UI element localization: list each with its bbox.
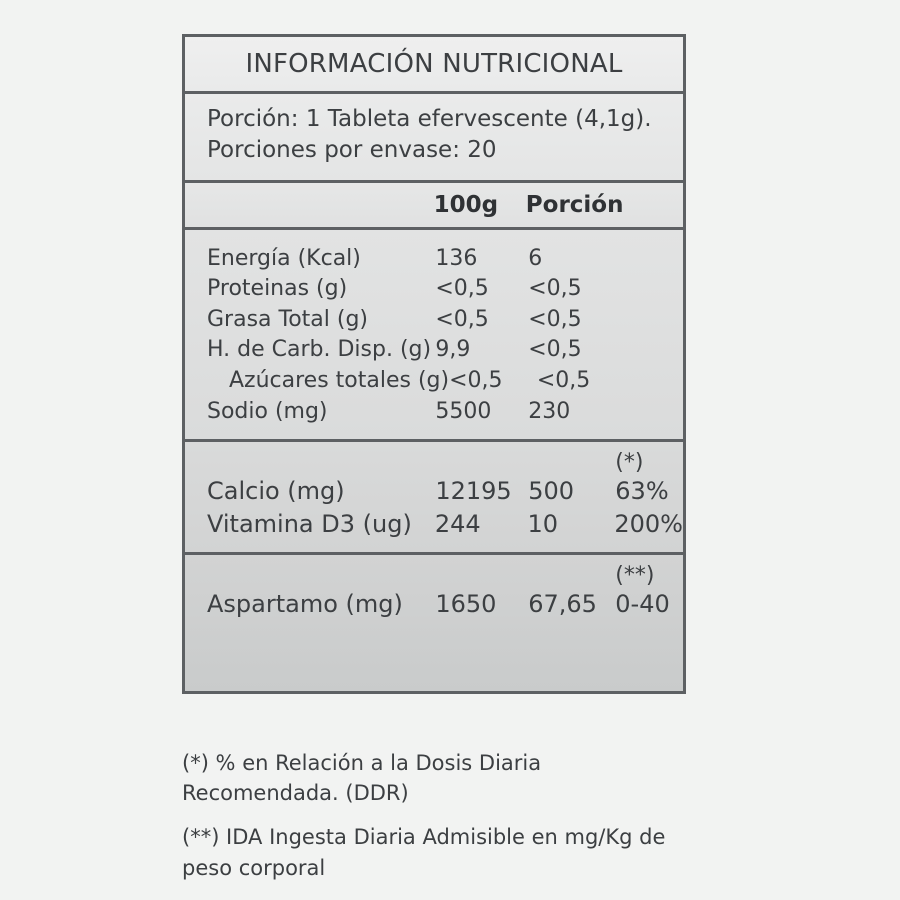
nutrient-per-100g: <0,5 [435,276,489,302]
nutrient-name: Grasa Total (g) [207,306,369,332]
nutrient-name: Azúcares totales (g) [229,367,450,393]
macronutrients-section [185,227,683,439]
additives-marker-row [207,563,683,588]
header-per-100g: 100g [433,191,499,218]
nutrient-name: Proteinas (g) [207,276,348,302]
nutrient-per-100g: <0,5 [449,367,503,393]
nutrient-extra [615,335,683,366]
nutrient-per-portion: 500 [528,477,575,506]
nutrient-name: Aspartamo (mg) [207,590,403,619]
nutrient-per-portion: 6 [528,245,543,271]
table-row [207,335,683,366]
nutrient-name: Calcio (mg) [207,477,345,506]
table-row [207,366,683,397]
nutrient-per-portion: <0,5 [528,276,582,302]
nutrient-ddr-percent: 63% [615,477,669,506]
servings-per-container-line: Porciones por envase: 20 [207,136,497,163]
ddr-marker: (*) [615,450,644,476]
nutrient-name: H. de Carb. Disp. (g) [207,337,432,363]
table-row [207,305,683,336]
nutrient-per-100g: 136 [435,245,478,271]
table-row [207,588,683,621]
nutrient-name: Sodio (mg) [207,398,328,424]
nutrient-per-100g: <0,5 [435,306,489,332]
panel-title: INFORMACIÓN NUTRICIONAL [185,37,683,91]
ida-marker: (**) [615,563,655,589]
nutrient-per-portion: 67,65 [528,590,597,619]
nutrient-extra [615,397,683,428]
table-row [207,274,683,305]
nutrient-per-portion: 230 [528,398,571,424]
footnote-ddr: (*) % en Relación a la Dosis Diaria Recomendada. (DDR) [182,751,542,806]
nutrient-extra [619,366,683,397]
nutrient-name: Vitamina D3 (ug) [207,509,412,538]
spacer-portion [528,563,615,588]
nutrient-per-100g: 12195 [435,477,512,506]
nutrient-per-portion: 10 [527,509,559,538]
nutrient-extra [615,274,683,305]
serving-size-line: Porción: 1 Tableta efervescente (4,1g). [207,106,652,132]
nutrition-facts-panel [182,34,686,694]
additives-section [185,552,683,691]
nutrient-ddr-percent: 200% [614,509,683,538]
nutrient-per-100g: 244 [434,509,481,538]
table-row [207,397,683,428]
table-row [207,244,683,275]
nutrient-ida-range: 0-40 [615,590,670,619]
spacer-100g [435,450,528,475]
footnote-ida: (**) IDA Ingesta Diaria Admisible en mg/Kg de peso corporal [182,825,666,880]
nutrient-name: Energía (Kcal) [207,245,361,271]
serving-info-block [185,91,683,180]
nutrient-extra [615,244,683,275]
header-per-portion: Porción [525,191,624,218]
nutrient-extra [615,305,683,336]
nutrient-per-portion: <0,5 [536,367,591,393]
column-headers-row [185,180,683,227]
nutrient-per-portion: <0,5 [528,306,582,332]
header-extra [616,192,683,218]
spacer-name [207,450,435,475]
vitamins-marker-row [207,450,683,475]
spacer-100g [435,563,528,588]
spacer-portion [528,450,615,475]
spacer-name [207,563,435,588]
header-nutrient [207,192,434,218]
nutrient-per-portion: <0,5 [528,337,582,363]
nutrient-per-100g: 9,9 [435,337,471,363]
footnotes-block [182,748,702,897]
table-row [207,475,683,508]
table-row [207,508,683,541]
nutrient-per-100g: 1650 [435,590,497,619]
vitamins-minerals-section [185,439,683,552]
nutrient-per-100g: 5500 [435,398,492,424]
